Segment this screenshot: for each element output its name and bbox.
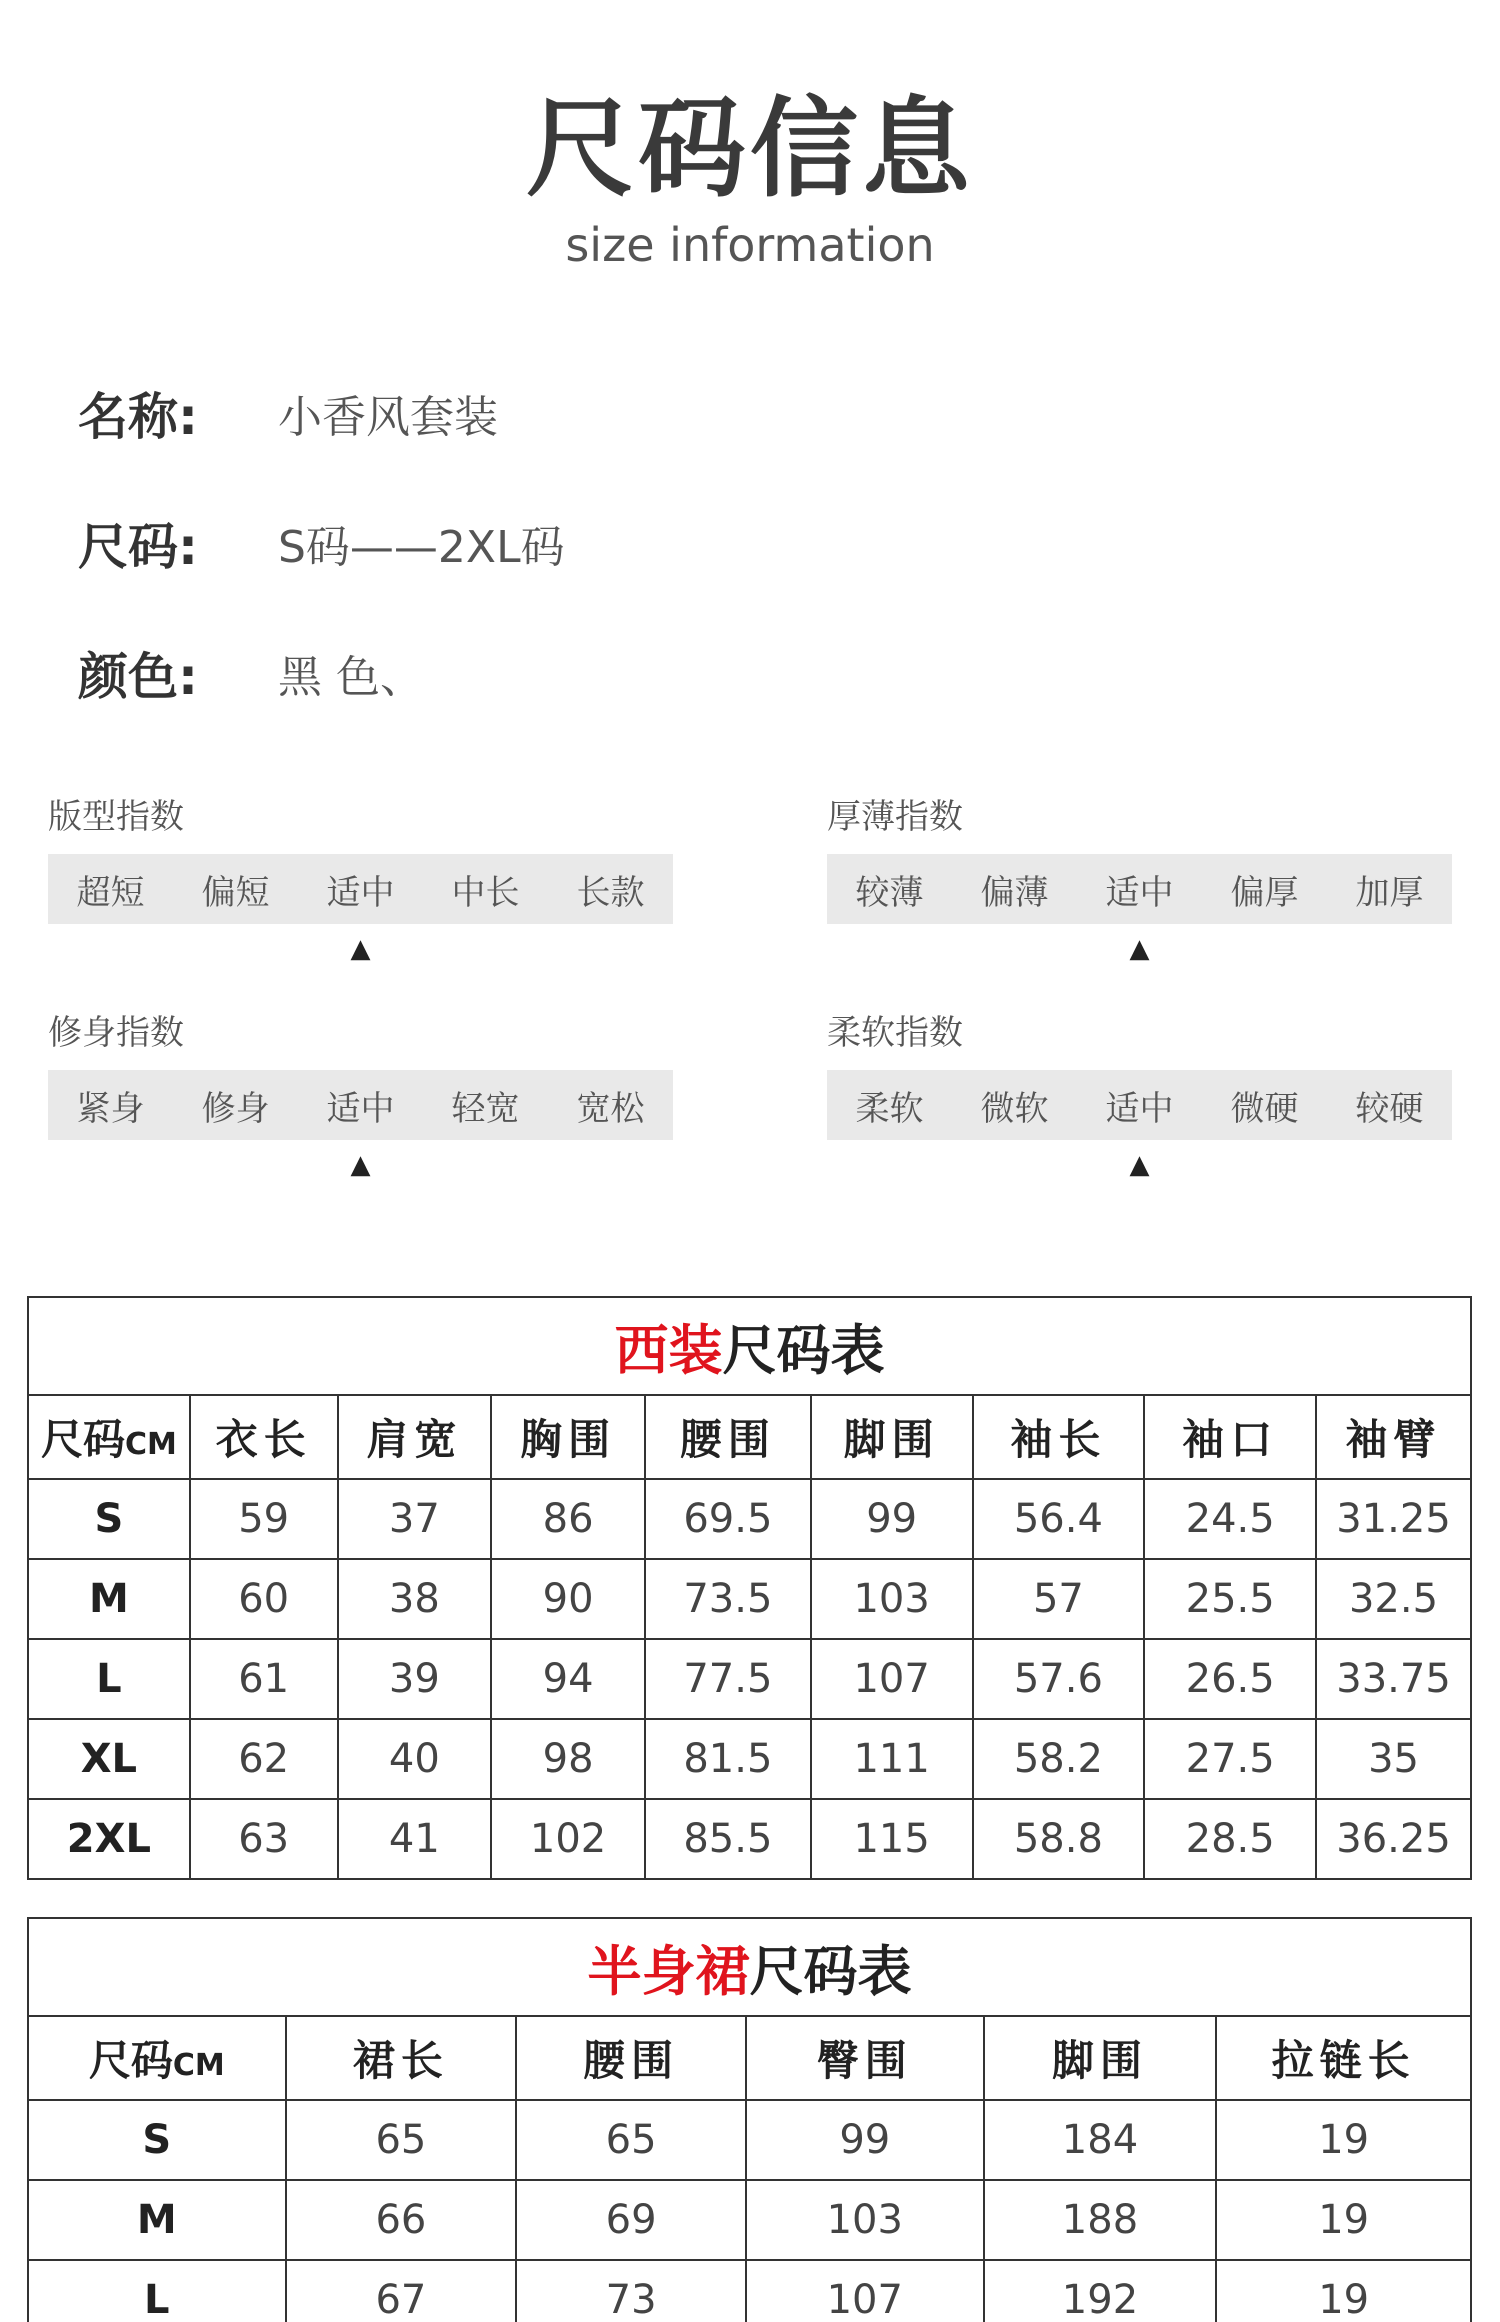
value-cell: 69 (516, 2180, 746, 2260)
info-size-value: S码——2XL码 (278, 522, 565, 573)
value-cell: 99 (811, 1479, 973, 1559)
info-color-row (78, 638, 424, 708)
value-cell: 77.5 (645, 1639, 811, 1719)
page-subtitle: size information (565, 218, 935, 272)
value-cell: 19 (1216, 2260, 1471, 2322)
index-indicator-arrow: ▲ (1129, 1150, 1150, 1180)
table-title-suffix: 尺码表 (722, 1318, 885, 1382)
column-header: 臀围 (746, 2016, 984, 2100)
value-cell: 69.5 (645, 1479, 811, 1559)
unit-label: CM (172, 2048, 225, 2083)
value-cell: 58.8 (973, 1799, 1145, 1879)
value-cell: 111 (811, 1719, 973, 1799)
value-cell: 41 (338, 1799, 492, 1879)
index-bar (827, 1070, 1452, 1140)
size-column-header (28, 2016, 286, 2100)
index-option: 较薄 (855, 872, 924, 913)
value-cell: 115 (811, 1799, 973, 1879)
value-cell: 103 (746, 2180, 984, 2260)
table-title-suffix: 尺码表 (749, 1939, 912, 2003)
index-indicator-arrow: ▲ (1129, 934, 1150, 964)
index-option: 较硬 (1355, 1088, 1424, 1129)
size-cell: 2XL (28, 1799, 190, 1879)
value-cell: 98 (491, 1719, 645, 1799)
index-title: 修身指数 (48, 1013, 184, 1053)
size-cell: S (28, 2100, 286, 2180)
info-size-label: 尺码: (78, 518, 198, 576)
index-indicator-slot (423, 924, 548, 974)
value-cell: 57 (973, 1559, 1145, 1639)
index-indicator-slot (952, 924, 1077, 974)
index-option: 紧身 (76, 1088, 145, 1129)
index-indicator-slot (827, 1140, 952, 1190)
size-cell: S (28, 1479, 190, 1559)
index-indicator-slot (423, 1140, 548, 1190)
size-cell: XL (28, 1719, 190, 1799)
column-header: 拉链长 (1216, 2016, 1471, 2100)
table-header-row (28, 1395, 1471, 1479)
size-cell: M (28, 2180, 286, 2260)
column-header: 衣长 (190, 1395, 338, 1479)
index-title: 柔软指数 (827, 1013, 963, 1053)
value-cell: 184 (984, 2100, 1217, 2180)
index-option: 适中 (326, 872, 395, 913)
index-indicator-arrow: ▲ (350, 934, 371, 964)
index-bar (48, 854, 673, 924)
column-header: 腰围 (645, 1395, 811, 1479)
value-cell: 73 (516, 2260, 746, 2322)
index-indicator-slot (48, 1140, 173, 1190)
index-slimness (48, 1010, 673, 1190)
page-title: 尺码信息 (525, 87, 974, 212)
table-title-highlight: 半身裙 (587, 1939, 750, 2003)
index-option: 偏短 (201, 872, 270, 913)
column-header: 脚围 (811, 1395, 973, 1479)
table-row (28, 2180, 1471, 2260)
index-softness (827, 1010, 1452, 1190)
table-row (28, 2260, 1471, 2322)
index-option: 长款 (576, 872, 645, 913)
value-cell: 19 (1216, 2100, 1471, 2180)
value-cell: 36.25 (1316, 1799, 1471, 1879)
index-option: 中长 (451, 872, 520, 913)
value-cell: 85.5 (645, 1799, 811, 1879)
value-cell: 61 (190, 1639, 338, 1719)
value-cell: 58.2 (973, 1719, 1145, 1799)
index-option: 适中 (1105, 1088, 1174, 1129)
column-header: 袖口 (1144, 1395, 1316, 1479)
table-row (28, 2100, 1471, 2180)
index-bar (827, 854, 1452, 924)
index-indicator-slot (173, 1140, 298, 1190)
value-cell: 73.5 (645, 1559, 811, 1639)
info-color-value: 黑 色、 (278, 652, 424, 703)
index-indicator-slot (548, 924, 673, 974)
index-indicator-slot (173, 924, 298, 974)
info-color-label: 颜色: (78, 648, 198, 706)
info-name-value: 小香风套装 (278, 392, 498, 443)
index-indicator-row (827, 1140, 1452, 1190)
value-cell: 57.6 (973, 1639, 1145, 1719)
value-cell: 65 (516, 2100, 746, 2180)
info-name-label: 名称: (78, 388, 198, 446)
index-option: 偏薄 (980, 872, 1049, 913)
table-row (28, 1479, 1471, 1559)
value-cell: 86 (491, 1479, 645, 1559)
column-header: 裙长 (286, 2016, 517, 2100)
index-indicator-arrow: ▲ (350, 1150, 371, 1180)
value-cell: 103 (811, 1559, 973, 1639)
value-cell: 188 (984, 2180, 1217, 2260)
value-cell: 37 (338, 1479, 492, 1559)
index-indicator-slot (1202, 924, 1327, 974)
table-title-row (28, 1297, 1471, 1395)
index-indicator-slot (952, 1140, 1077, 1190)
index-bar (48, 1070, 673, 1140)
index-fit-length (48, 794, 673, 974)
index-indicator-slot (1327, 1140, 1452, 1190)
value-cell: 94 (491, 1639, 645, 1719)
value-cell: 32.5 (1316, 1559, 1471, 1639)
skirt-size-table (27, 1917, 1472, 2322)
unit-label: CM (124, 1427, 177, 1462)
index-option: 加厚 (1355, 872, 1424, 913)
index-option: 微硬 (1230, 1088, 1299, 1129)
value-cell: 81.5 (645, 1719, 811, 1799)
value-cell: 62 (190, 1719, 338, 1799)
index-indicator-row (827, 924, 1452, 974)
value-cell: 99 (746, 2100, 984, 2180)
size-cell: L (28, 2260, 286, 2322)
index-indicator-slot (827, 924, 952, 974)
table-row (28, 1559, 1471, 1639)
size-cell: M (28, 1559, 190, 1639)
index-option: 偏厚 (1230, 872, 1299, 913)
suit-size-table (27, 1296, 1472, 1880)
value-cell: 63 (190, 1799, 338, 1879)
value-cell: 66 (286, 2180, 517, 2260)
info-name-row (78, 378, 498, 448)
index-title: 版型指数 (48, 797, 184, 837)
table-title (28, 1918, 1471, 2016)
size-column-header (28, 1395, 190, 1479)
value-cell: 102 (491, 1799, 645, 1879)
index-option: 超短 (76, 872, 145, 913)
table-header-row (28, 2016, 1471, 2100)
info-size-row (78, 508, 565, 578)
size-cell: L (28, 1639, 190, 1719)
table-title-highlight: 西装 (614, 1318, 723, 1382)
value-cell: 25.5 (1144, 1559, 1316, 1639)
index-indicator-slot (1327, 924, 1452, 974)
value-cell: 65 (286, 2100, 517, 2180)
value-cell: 192 (984, 2260, 1217, 2322)
column-header: 袖臂 (1316, 1395, 1471, 1479)
index-indicator-slot (48, 924, 173, 974)
value-cell: 39 (338, 1639, 492, 1719)
table-row (28, 1639, 1471, 1719)
table-row (28, 1799, 1471, 1879)
column-header: 胸围 (491, 1395, 645, 1479)
size-header-label: 尺码 (40, 1415, 125, 1464)
value-cell: 33.75 (1316, 1639, 1471, 1719)
value-cell: 28.5 (1144, 1799, 1316, 1879)
index-indicator-row (48, 924, 673, 974)
value-cell: 19 (1216, 2180, 1471, 2260)
value-cell: 59 (190, 1479, 338, 1559)
table-title (28, 1297, 1471, 1395)
value-cell: 90 (491, 1559, 645, 1639)
value-cell: 40 (338, 1719, 492, 1799)
value-cell: 67 (286, 2260, 517, 2322)
column-header: 脚围 (984, 2016, 1217, 2100)
value-cell: 35 (1316, 1719, 1471, 1799)
value-cell: 60 (190, 1559, 338, 1639)
index-indicator-row (48, 1140, 673, 1190)
index-option: 适中 (1105, 872, 1174, 913)
value-cell: 107 (746, 2260, 984, 2322)
index-option: 轻宽 (451, 1088, 520, 1129)
value-cell: 107 (811, 1639, 973, 1719)
index-title: 厚薄指数 (827, 797, 963, 837)
index-option: 微软 (980, 1088, 1049, 1129)
value-cell: 31.25 (1316, 1479, 1471, 1559)
value-cell: 38 (338, 1559, 492, 1639)
column-header: 肩宽 (338, 1395, 492, 1479)
index-indicator-slot (1202, 1140, 1327, 1190)
value-cell: 27.5 (1144, 1719, 1316, 1799)
index-option: 宽松 (576, 1088, 645, 1129)
table-row (28, 1719, 1471, 1799)
value-cell: 56.4 (973, 1479, 1145, 1559)
index-indicator-slot (548, 1140, 673, 1190)
value-cell: 26.5 (1144, 1639, 1316, 1719)
column-header: 袖长 (973, 1395, 1145, 1479)
index-option: 修身 (201, 1088, 270, 1129)
column-header: 腰围 (516, 2016, 746, 2100)
value-cell: 24.5 (1144, 1479, 1316, 1559)
index-thickness (827, 794, 1452, 974)
size-header-label: 尺码 (88, 2036, 173, 2085)
index-option: 适中 (326, 1088, 395, 1129)
index-option: 柔软 (855, 1088, 924, 1129)
table-title-row (28, 1918, 1471, 2016)
